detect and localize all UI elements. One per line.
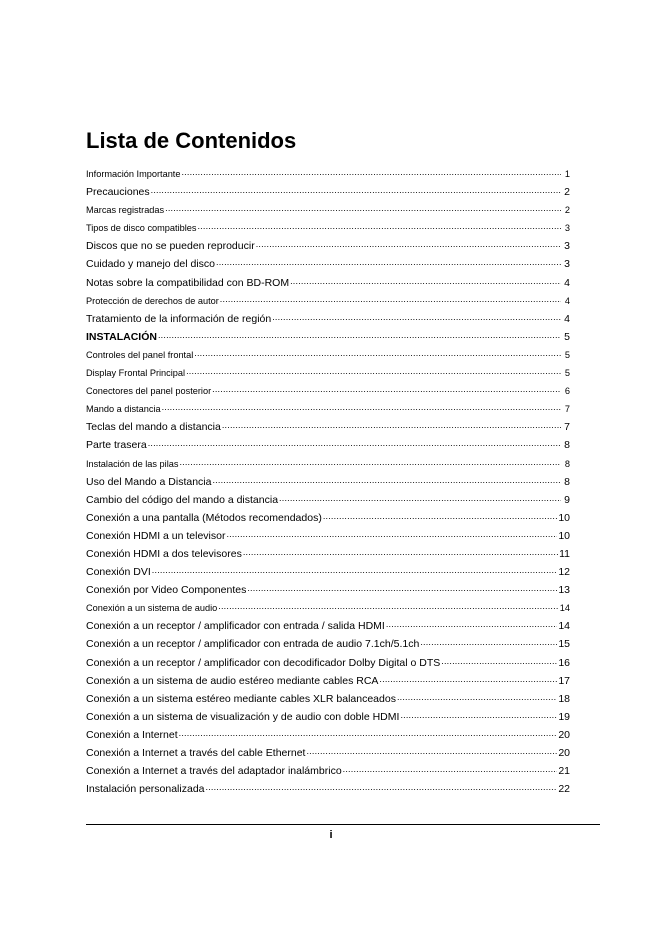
toc-entry-page: 10 — [558, 529, 570, 542]
toc-entry-label: Conexión a un receptor / amplificador con decodificador Dolby Digital o DTS — [86, 656, 441, 669]
toc-entry-label: Conexión HDMI a un televisor — [86, 529, 226, 542]
toc-entry-label: Conexión a Internet a través del cable Ethernet — [86, 747, 306, 759]
document-title: Lista de Contenidos — [86, 128, 297, 153]
toc-entry-page: 22 — [558, 783, 570, 796]
toc-entry[interactable] — [86, 617, 570, 635]
toc-leader-dots — [158, 330, 561, 340]
toc-entry-label: Teclas del mando a distancia — [86, 421, 221, 434]
toc-entry-label: Instalación personalizada — [86, 783, 205, 796]
toc-entry-label: Conexión a un receptor / amplificador con entrada / salida HDMI — [86, 620, 385, 633]
toc-entry-page: 15 — [558, 638, 570, 651]
toc-entry[interactable] — [86, 527, 570, 545]
toc-entry[interactable] — [86, 545, 570, 563]
toc-entry[interactable] — [86, 491, 570, 509]
toc-entry-label: Información Importante — [86, 169, 181, 179]
toc-entry-page: 5 — [564, 330, 570, 343]
toc-entry[interactable] — [86, 255, 570, 273]
toc-entry[interactable] — [86, 690, 570, 708]
toc-entry[interactable] — [86, 436, 570, 454]
toc-entry-page: 21 — [558, 765, 570, 778]
toc-entry-label: Conexión a Internet — [86, 728, 178, 741]
table-of-contents — [86, 165, 570, 798]
toc-entry-page: 8 — [564, 439, 570, 452]
toc-entry-label: Parte trasera — [86, 439, 147, 452]
toc-entry[interactable] — [86, 654, 570, 672]
toc-entry-page: 7 — [564, 421, 570, 434]
toc-entry-label: Tipos de disco compatibles — [86, 223, 197, 234]
toc-entry-label: Tratamiento de la información de región — [86, 312, 272, 325]
toc-entry[interactable] — [86, 292, 570, 310]
toc-entry-page: 11 — [559, 547, 570, 560]
toc-entry-label: Conexión HDMI a dos televisores — [86, 547, 242, 560]
toc-entry-label: Notas sobre la compatibilidad con BD-ROM — [86, 276, 290, 289]
toc-entry-page: 13 — [558, 584, 570, 597]
toc-leader-dots — [290, 276, 561, 286]
toc-entry-label: Precauciones — [86, 186, 150, 199]
toc-entry-page: 10 — [558, 511, 570, 524]
toc-entry-label: Conexión a un sistema de audio — [86, 603, 218, 614]
toc-entry-page: 5 — [564, 368, 570, 379]
toc-entry-page: 7 — [564, 404, 570, 415]
toc-entry-label: Conexión a un sistema de visualización y de audio con doble HDMI — [86, 710, 400, 723]
toc-entry-page: 4 — [564, 312, 570, 325]
toc-leader-dots — [323, 511, 557, 521]
toc-leader-dots — [179, 728, 558, 738]
toc-leader-dots — [400, 710, 557, 720]
toc-entry[interactable] — [86, 563, 570, 581]
footer-divider — [86, 824, 600, 825]
toc-leader-dots — [256, 239, 561, 249]
toc-entry[interactable] — [86, 346, 570, 364]
toc-entry-page: 14 — [558, 620, 570, 633]
toc-leader-dots — [181, 167, 561, 177]
toc-leader-dots — [218, 601, 559, 611]
toc-leader-dots — [179, 457, 561, 467]
toc-entry-page: 1 — [564, 169, 570, 179]
toc-leader-dots — [397, 692, 557, 702]
toc-entry[interactable] — [86, 635, 570, 653]
toc-entry-label: Cambio del código del mando a distancia — [86, 493, 279, 506]
toc-entry[interactable] — [86, 473, 570, 491]
toc-entry-label: Conexión DVI — [86, 566, 151, 579]
toc-leader-dots — [206, 782, 558, 792]
toc-entry[interactable] — [86, 672, 570, 690]
toc-entry-page: 6 — [564, 386, 570, 397]
toc-entry-page: 18 — [558, 692, 570, 705]
toc-entry[interactable] — [86, 274, 570, 292]
toc-leader-dots — [197, 221, 561, 231]
toc-entry-page: 2 — [564, 205, 570, 216]
toc-entry[interactable] — [86, 237, 570, 255]
toc-entry-page: 3 — [564, 223, 570, 234]
toc-entry[interactable] — [86, 780, 570, 798]
toc-leader-dots — [212, 475, 561, 485]
toc-leader-dots — [222, 420, 561, 430]
toc-entry[interactable] — [86, 744, 570, 762]
toc-leader-dots — [272, 312, 561, 322]
toc-entry-label: Marcas registradas — [86, 205, 165, 216]
toc-entry-page: 9 — [564, 493, 570, 506]
toc-leader-dots — [165, 203, 561, 213]
toc-leader-dots — [152, 565, 558, 575]
toc-entry-label: Discos que no se pueden reproducir — [86, 240, 255, 253]
toc-leader-dots — [194, 348, 561, 358]
toc-leader-dots — [379, 674, 557, 684]
toc-entry-label: Conexión a un receptor / amplificador con entrada de audio 7.1ch/5.1ch — [86, 638, 420, 651]
toc-entry-page: 16 — [558, 656, 570, 669]
toc-leader-dots — [343, 764, 558, 774]
toc-leader-dots — [212, 384, 561, 394]
toc-entry-label: Conexión a Internet a través del adaptador inalámbrico — [86, 765, 342, 778]
toc-entry[interactable] — [86, 364, 570, 382]
toc-entry-label: Conectores del panel posterior — [86, 386, 212, 397]
toc-entry-label: Instalación de las pilas — [86, 458, 179, 469]
toc-entry-page: 20 — [558, 728, 570, 741]
toc-leader-dots — [441, 656, 557, 666]
toc-entry-label: INSTALACIÓN — [86, 330, 157, 343]
toc-entry-page: 20 — [558, 747, 570, 759]
toc-entry-page: 19 — [558, 710, 570, 723]
toc-entry[interactable] — [86, 219, 570, 237]
toc-entry-label: Conexión a una pantalla (Métodos recomendados) — [86, 511, 322, 524]
toc-entry-page: 8 — [564, 458, 570, 469]
toc-leader-dots — [247, 583, 557, 593]
toc-entry-page: 5 — [564, 349, 570, 360]
toc-leader-dots — [220, 294, 561, 304]
toc-entry[interactable] — [86, 328, 570, 346]
toc-leader-dots — [216, 257, 561, 267]
toc-entry[interactable] — [86, 183, 570, 201]
toc-entry-label: Conexión a un sistema estéreo mediante cables XLR balanceados — [86, 692, 396, 705]
toc-entry-label: Mando a distancia — [86, 404, 161, 415]
toc-entry-page: 8 — [564, 475, 570, 488]
toc-entry[interactable] — [86, 708, 570, 726]
toc-entry[interactable] — [86, 418, 570, 436]
toc-entry[interactable] — [86, 581, 570, 599]
toc-entry-page: 12 — [558, 566, 570, 579]
toc-leader-dots — [420, 637, 557, 647]
toc-leader-dots — [148, 438, 561, 448]
toc-leader-dots — [226, 529, 557, 539]
toc-entry-page: 3 — [564, 240, 570, 253]
toc-entry-label: Protección de derechos de autor — [86, 295, 219, 306]
toc-entry[interactable] — [86, 400, 570, 418]
toc-entry-label: Conexión a un sistema de audio estéreo mediante cables RCA — [86, 674, 379, 687]
toc-leader-dots — [151, 185, 561, 195]
toc-entry[interactable] — [86, 382, 570, 400]
toc-leader-dots — [306, 746, 557, 756]
toc-entry-page: 3 — [564, 258, 570, 271]
toc-leader-dots — [186, 366, 561, 376]
toc-entry-label: Controles del panel frontal — [86, 349, 194, 360]
toc-entry[interactable] — [86, 201, 570, 219]
toc-entry-page: 14 — [559, 603, 570, 614]
toc-entry[interactable] — [86, 599, 570, 617]
toc-entry-page: 4 — [564, 276, 570, 289]
toc-entry[interactable] — [86, 310, 570, 328]
toc-leader-dots — [243, 547, 558, 557]
toc-entry[interactable] — [86, 165, 570, 183]
toc-entry[interactable] — [86, 762, 570, 780]
toc-entry-label: Display Frontal Principal — [86, 368, 186, 379]
page-number: i — [329, 829, 333, 841]
toc-entry-label: Cuidado y manejo del disco — [86, 258, 215, 271]
toc-leader-dots — [386, 619, 557, 629]
toc-entry-page: 17 — [558, 674, 570, 687]
toc-entry-page: 4 — [564, 295, 570, 306]
toc-entry[interactable] — [86, 726, 570, 744]
toc-entry-page: 2 — [564, 186, 570, 199]
toc-leader-dots — [162, 402, 561, 412]
toc-leader-dots — [279, 493, 561, 503]
toc-entry[interactable] — [86, 509, 570, 527]
toc-entry-label: Conexión por Video Componentes — [86, 584, 247, 597]
toc-entry-label: Uso del Mando a Distancia — [86, 475, 212, 488]
toc-entry[interactable] — [86, 455, 570, 473]
